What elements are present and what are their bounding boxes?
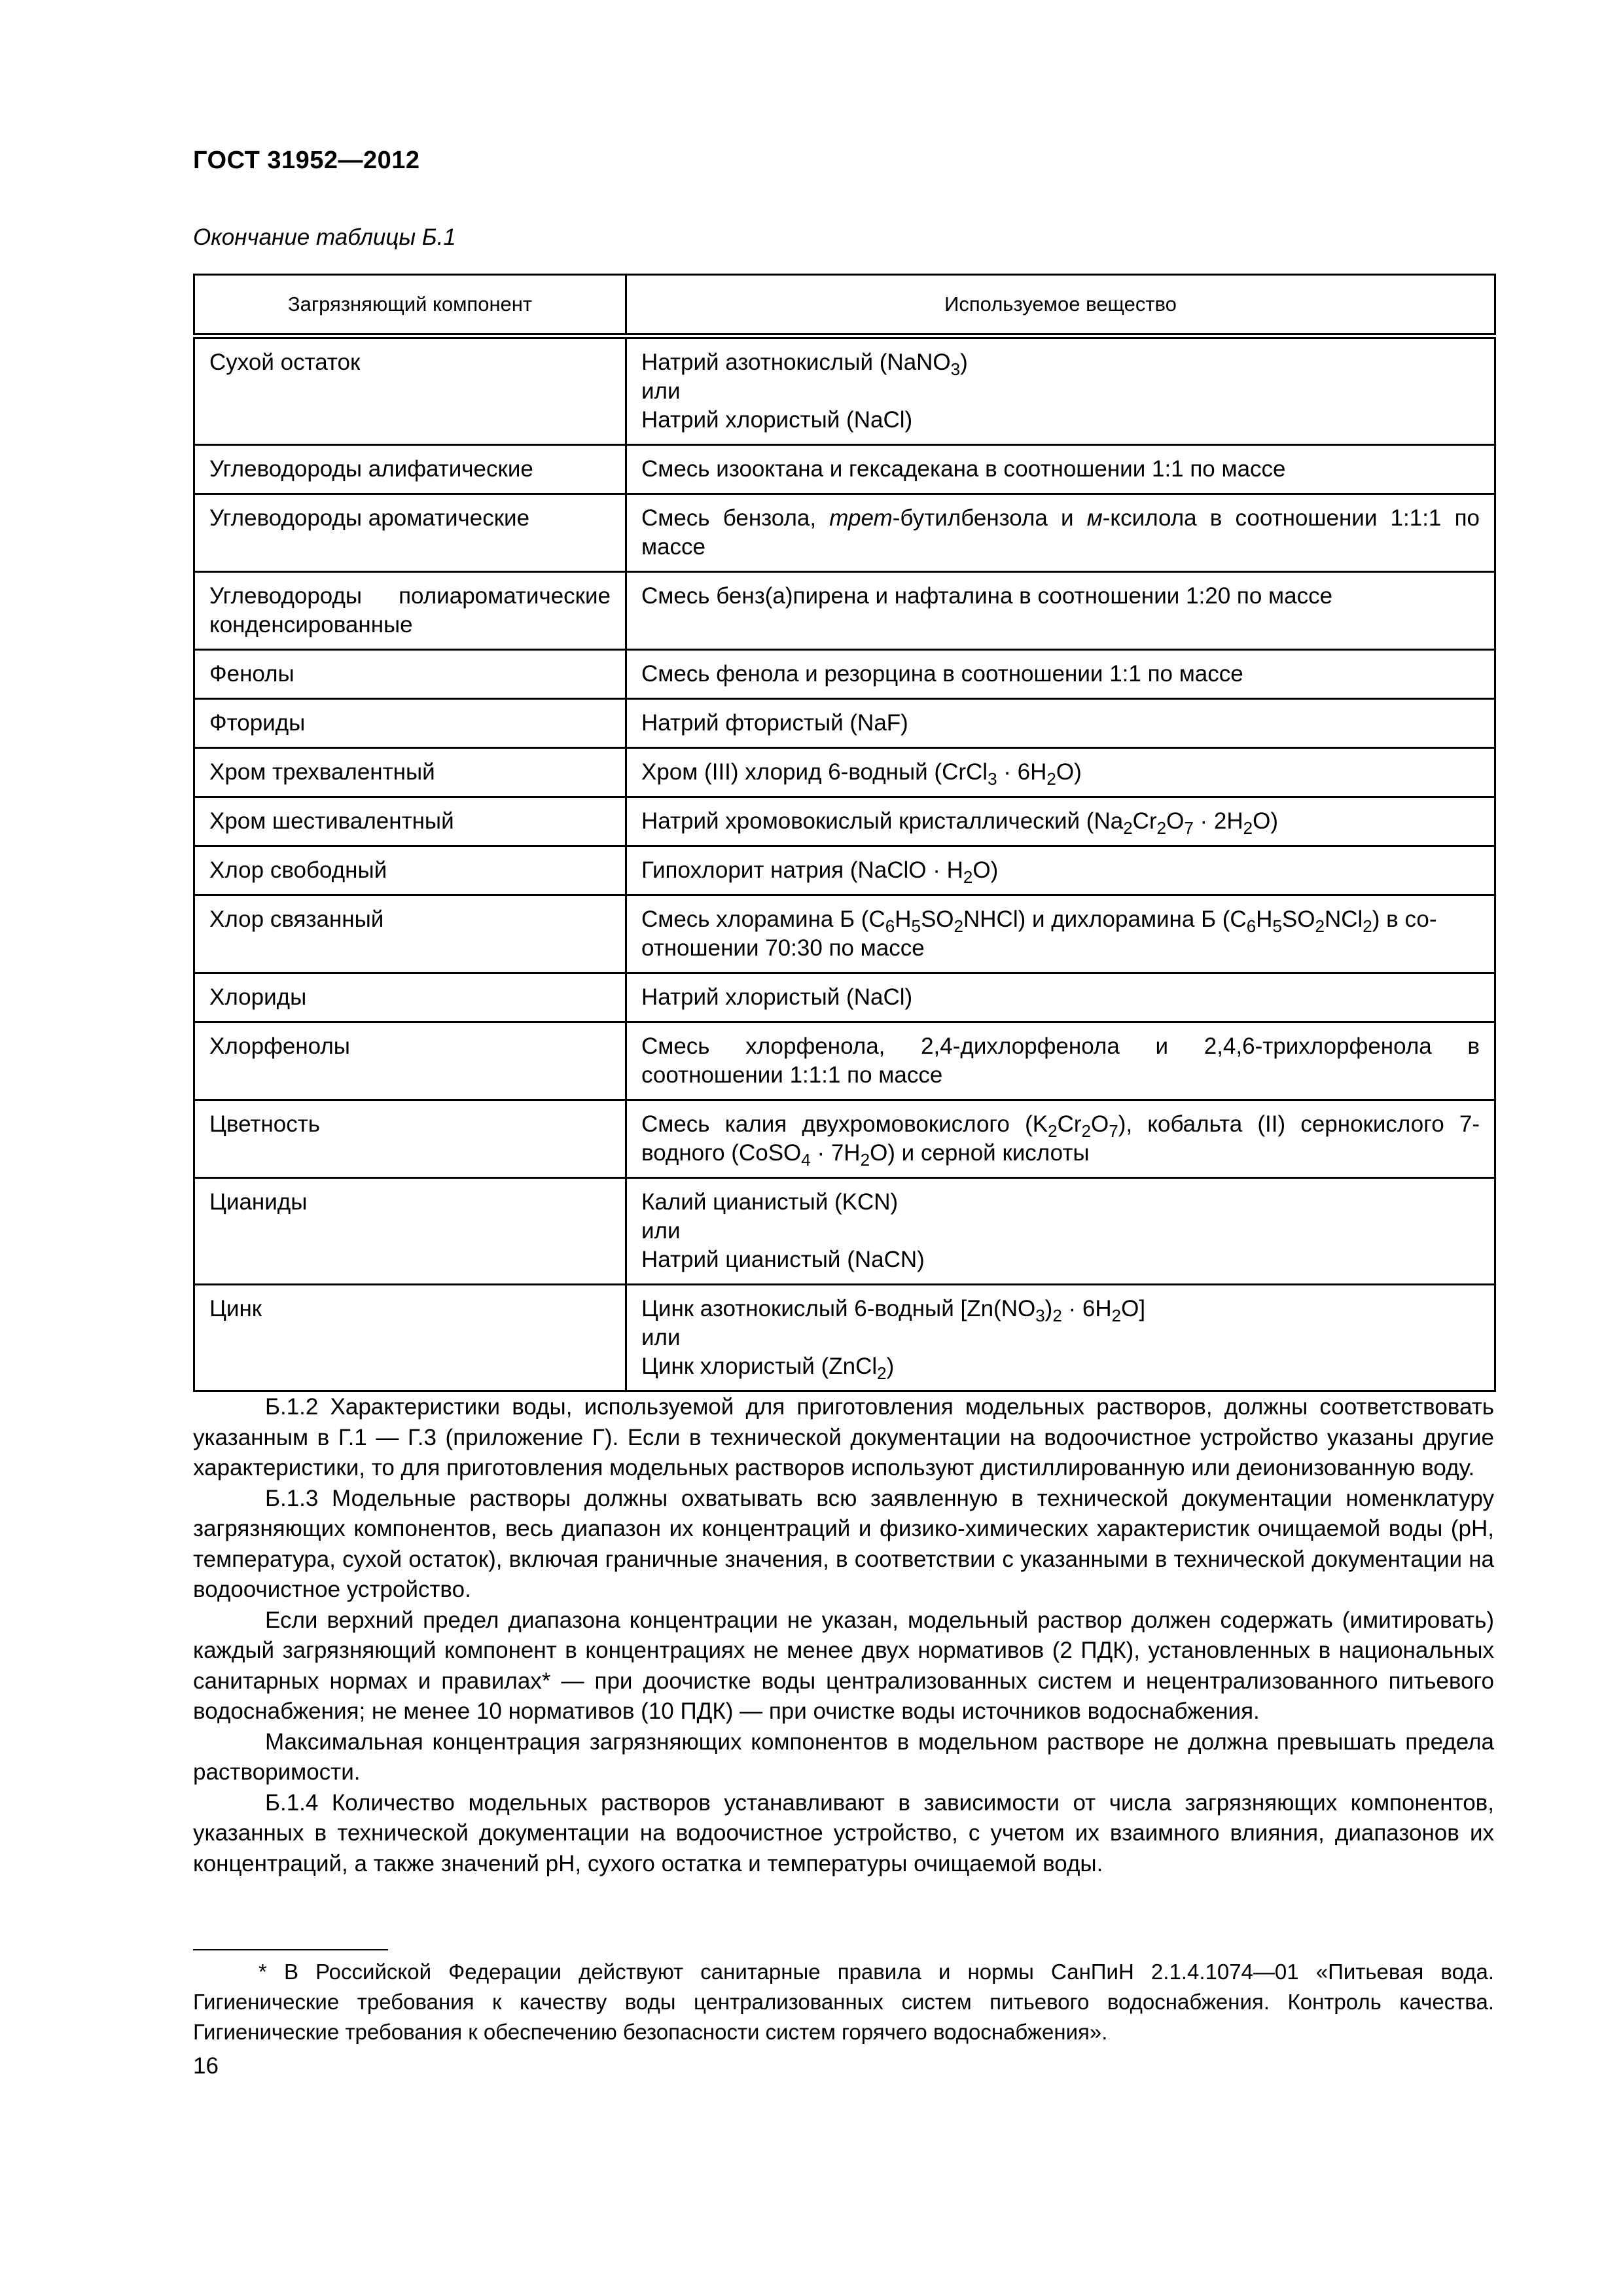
formula-text: Натрий хромовокислый кристаллический (Na bbox=[641, 808, 1124, 834]
substance-cell bbox=[626, 846, 1495, 895]
substance-cell bbox=[626, 895, 1495, 973]
formula-text: O) bbox=[1056, 759, 1082, 785]
column-header-substance: Используемое вещество bbox=[626, 275, 1495, 336]
substance-line: отношении 70:30 по массе bbox=[641, 935, 925, 961]
formula-text: · 6H bbox=[997, 759, 1047, 785]
formula-subscript: 2 bbox=[1243, 818, 1253, 838]
table-row bbox=[194, 797, 1495, 846]
substance-cell: Смесь хлорфенола, 2,4-дихлорфенола и 2,4,6-трихлорфенола в соотношении 1:1:1 по массе bbox=[626, 1022, 1495, 1100]
formula-text: Гипохлорит натрия (NaClO · H bbox=[641, 857, 963, 883]
footnote-divider bbox=[193, 1949, 388, 1950]
formula-subscript: 2 bbox=[1111, 1306, 1122, 1325]
formula-text: Цинк хлористый (ZnCl bbox=[641, 1354, 878, 1379]
formula-text: H bbox=[1256, 906, 1273, 932]
formula-subscript: 5 bbox=[911, 916, 921, 936]
formula-subscript: 2 bbox=[1156, 818, 1167, 838]
formula-text: Cr bbox=[1132, 808, 1157, 834]
formula-text: Натрий азотнокислый (NaNO bbox=[641, 350, 951, 375]
table-row bbox=[194, 1285, 1495, 1391]
substance-cell: Смесь изооктана и гексадекана в соотношении 1:1 по массе bbox=[626, 445, 1495, 494]
column-header-component: Загрязняющий компонент bbox=[194, 275, 626, 336]
formula-subscript: 3 bbox=[950, 359, 961, 379]
formula-text: ) bbox=[886, 1354, 895, 1379]
formula-text: O) и серной кислоты bbox=[870, 1140, 1090, 1166]
component-cell: Хлорфенолы bbox=[194, 1022, 626, 1100]
formula-text: O bbox=[1090, 1111, 1109, 1137]
component-cell: Углеводороды ароматические bbox=[194, 494, 626, 572]
substance-cell bbox=[626, 797, 1495, 846]
formula-subscript: 4 bbox=[801, 1150, 811, 1170]
component-cell: Хром шестивалентный bbox=[194, 797, 626, 846]
formula-text: Цинк азотнокислый 6-водный [Zn(NO bbox=[641, 1296, 1036, 1321]
formula-text: ) в со- bbox=[1372, 906, 1437, 932]
substance-line: или bbox=[641, 378, 681, 404]
substance-line bbox=[641, 905, 1480, 934]
substance-line bbox=[641, 348, 1480, 377]
component-cell: Углеводороды полиароматические конденсированные bbox=[194, 572, 626, 650]
formula-subscript: 5 bbox=[1272, 916, 1282, 936]
formula-text: O bbox=[1166, 808, 1185, 834]
substance-cell bbox=[626, 336, 1495, 445]
table-row bbox=[194, 572, 1495, 650]
substance-text: -бутилбензола и bbox=[892, 505, 1087, 531]
substance-line bbox=[641, 1352, 1480, 1381]
formula-subscript: 3 bbox=[988, 769, 997, 789]
formula-subscript: 6 bbox=[1246, 916, 1257, 936]
substance-cell: Смесь бенз(а)пирена и нафталина в соотношении 1:20 по массе bbox=[626, 572, 1495, 650]
table-row bbox=[194, 494, 1495, 572]
component-cell: Углеводороды алифатические bbox=[194, 445, 626, 494]
formula-subscript: 2 bbox=[1123, 818, 1133, 838]
table-header-row bbox=[194, 275, 1495, 336]
formula-subscript: 2 bbox=[877, 1363, 887, 1383]
substance-cell bbox=[626, 1100, 1495, 1178]
formula-subscript: 2 bbox=[1052, 1306, 1062, 1325]
formula-subscript: 2 bbox=[860, 1150, 870, 1170]
substance-text: Смесь бензола, bbox=[641, 505, 830, 531]
formula-text: ) bbox=[1044, 1296, 1053, 1321]
formula-subscript: 2 bbox=[954, 916, 963, 936]
component-cell: Цветность bbox=[194, 1100, 626, 1178]
page-number: 16 bbox=[193, 2053, 219, 2079]
component-cell: Фенолы bbox=[194, 650, 626, 699]
formula-text: · 6H bbox=[1061, 1296, 1112, 1321]
formula-subscript: 6 bbox=[885, 916, 895, 936]
formula-text: Cr bbox=[1057, 1111, 1082, 1137]
substance-line: или bbox=[641, 1218, 681, 1244]
formula-subscript: 7 bbox=[1184, 818, 1194, 838]
component-cell: Цинк bbox=[194, 1285, 626, 1391]
formula-subscript: 2 bbox=[1081, 1121, 1091, 1141]
formula-text: · 2H bbox=[1193, 808, 1243, 834]
substance-cell bbox=[626, 1178, 1495, 1285]
substance-cell: Смесь фенола и резорцина в соотношении 1:1 по массе bbox=[626, 650, 1495, 699]
substance-line: Натрий хлористый (NaCl) bbox=[641, 407, 913, 433]
formula-subscript: 2 bbox=[1046, 769, 1056, 789]
table-row bbox=[194, 699, 1495, 748]
formula-subscript: 7 bbox=[1109, 1121, 1118, 1141]
document-code-header: ГОСТ 31952—2012 bbox=[193, 147, 420, 174]
component-cell: Хлориды bbox=[194, 973, 626, 1022]
table-row bbox=[194, 846, 1495, 895]
contaminants-table bbox=[193, 274, 1496, 1392]
formula-text: ), кобальта (II) сернокислого 7-водного (CoSO bbox=[641, 1111, 1480, 1166]
formula-text: O) bbox=[972, 857, 999, 883]
table-row bbox=[194, 445, 1495, 494]
component-cell: Фториды bbox=[194, 699, 626, 748]
component-cell: Хлор свободный bbox=[194, 846, 626, 895]
formula-text: Смесь калия двухромовокислого (K bbox=[641, 1111, 1048, 1137]
formula-text: O) bbox=[1253, 808, 1278, 834]
component-cell: Хром трехвалентный bbox=[194, 748, 626, 797]
substance-text: -ксилола в соотношении 1:1:1 по массе bbox=[641, 505, 1480, 560]
substance-cell bbox=[626, 494, 1495, 572]
paragraph: Б.1.2 Характеристики воды, используемой для приготовления модельных растворов, должны соответствовать указанным в Г.1 — Г.3 (приложение Г). Если в технической документации на водоочистное устройство указаны другие характеристики, то для приготовления модельных растворов используют дистиллированную или деионизованную воду. bbox=[193, 1394, 1494, 1480]
substance-cell: Натрий фтористый (NaF) bbox=[626, 699, 1495, 748]
formula-text: Смесь хлорамина Б (C bbox=[641, 906, 885, 932]
substance-line: Калий цианистый (KCN) bbox=[641, 1189, 899, 1215]
body-text bbox=[193, 1392, 1494, 1879]
component-cell: Хлор связанный bbox=[194, 895, 626, 973]
paragraph: Если верхний предел диапазона концентрации не указан, модельный раствор должен содержать (имитировать) каждый загрязняющий компонент в концентрациях не менее двух нормативов (2 ПДК), установленных в национальных санитарных нормах и правилах* — при доочистке воды централизованных систем и нецентрализованного питьевого водоснабжения; не менее 10 нормативов (10 ПДК) — при очистке воды источников водоснабжения. bbox=[193, 1607, 1494, 1724]
formula-text: ) bbox=[960, 350, 968, 375]
table-row bbox=[194, 748, 1495, 797]
formula-text: NHCl) и дихлорамина Б (C bbox=[963, 906, 1247, 932]
formula-text: Хром (III) хлорид 6-водный (CrCl bbox=[641, 759, 988, 785]
table-row bbox=[194, 1022, 1495, 1100]
table-row bbox=[194, 336, 1495, 445]
substance-cell: Натрий хлористый (NaCl) bbox=[626, 973, 1495, 1022]
table-row bbox=[194, 973, 1495, 1022]
substance-italic-prefix: трет bbox=[829, 505, 893, 531]
component-cell: Сухой остаток bbox=[194, 336, 626, 445]
table-row bbox=[194, 1100, 1495, 1178]
substance-cell bbox=[626, 748, 1495, 797]
formula-subscript: 2 bbox=[963, 867, 973, 887]
formula-text: NCl bbox=[1324, 906, 1363, 932]
formula-text: SO bbox=[920, 906, 954, 932]
table-row bbox=[194, 650, 1495, 699]
component-cell: Цианиды bbox=[194, 1178, 626, 1285]
formula-subscript: 2 bbox=[1315, 916, 1325, 936]
paragraph: Максимальная концентрация загрязняющих компонентов в модельном растворе не должна превышать предела растворимости. bbox=[193, 1729, 1494, 1785]
formula-text: O] bbox=[1121, 1296, 1146, 1321]
formula-subscript: 2 bbox=[1363, 916, 1372, 936]
formula-text: H bbox=[895, 906, 912, 932]
paragraph: Б.1.3 Модельные растворы должны охватывать всю заявленную в технической документации номенклатуру загрязняющих компонентов, весь диапазон их концентраций и физико-химических характеристик очищаемой воды (pH, температура, сухой остаток), включая граничные значения, в соответствии с указанными в технической документации на водоочистное устройство. bbox=[193, 1485, 1494, 1602]
table-row bbox=[194, 1178, 1495, 1285]
table-row bbox=[194, 895, 1495, 973]
substance-line bbox=[641, 1295, 1480, 1323]
substance-line: Натрий цианистый (NaCN) bbox=[641, 1247, 925, 1272]
formula-text: · 7H bbox=[810, 1140, 861, 1166]
substance-cell bbox=[626, 1285, 1495, 1391]
formula-text: SO bbox=[1281, 906, 1315, 932]
substance-italic-prefix: м bbox=[1086, 505, 1103, 531]
table-caption: Окончание таблицы Б.1 bbox=[193, 224, 456, 250]
paragraph: Б.1.4 Количество модельных растворов устанавливают в зависимости от числа загрязняющих компонентов, указанных в технической документации на водоочистное устройство, с учетом их взаимного влияния, диапазонов их концентраций, а также значений pH, сухого остатка и температуры очищаемой воды. bbox=[193, 1789, 1494, 1876]
formula-subscript: 2 bbox=[1048, 1121, 1058, 1141]
formula-subscript: 3 bbox=[1035, 1306, 1045, 1325]
substance-line: или bbox=[641, 1325, 681, 1350]
footnote: * В Российской Федерации действуют санитарные правила и нормы СанПиН 2.1.4.1074—01 «Питьевая вода. Гигиенические требования к качеству воды централизованных систем питьевого водоснабжения. Контроль качества. Гигиенические требования к обеспечению безопасности систем горячего водоснабжения». bbox=[193, 1960, 1494, 2044]
